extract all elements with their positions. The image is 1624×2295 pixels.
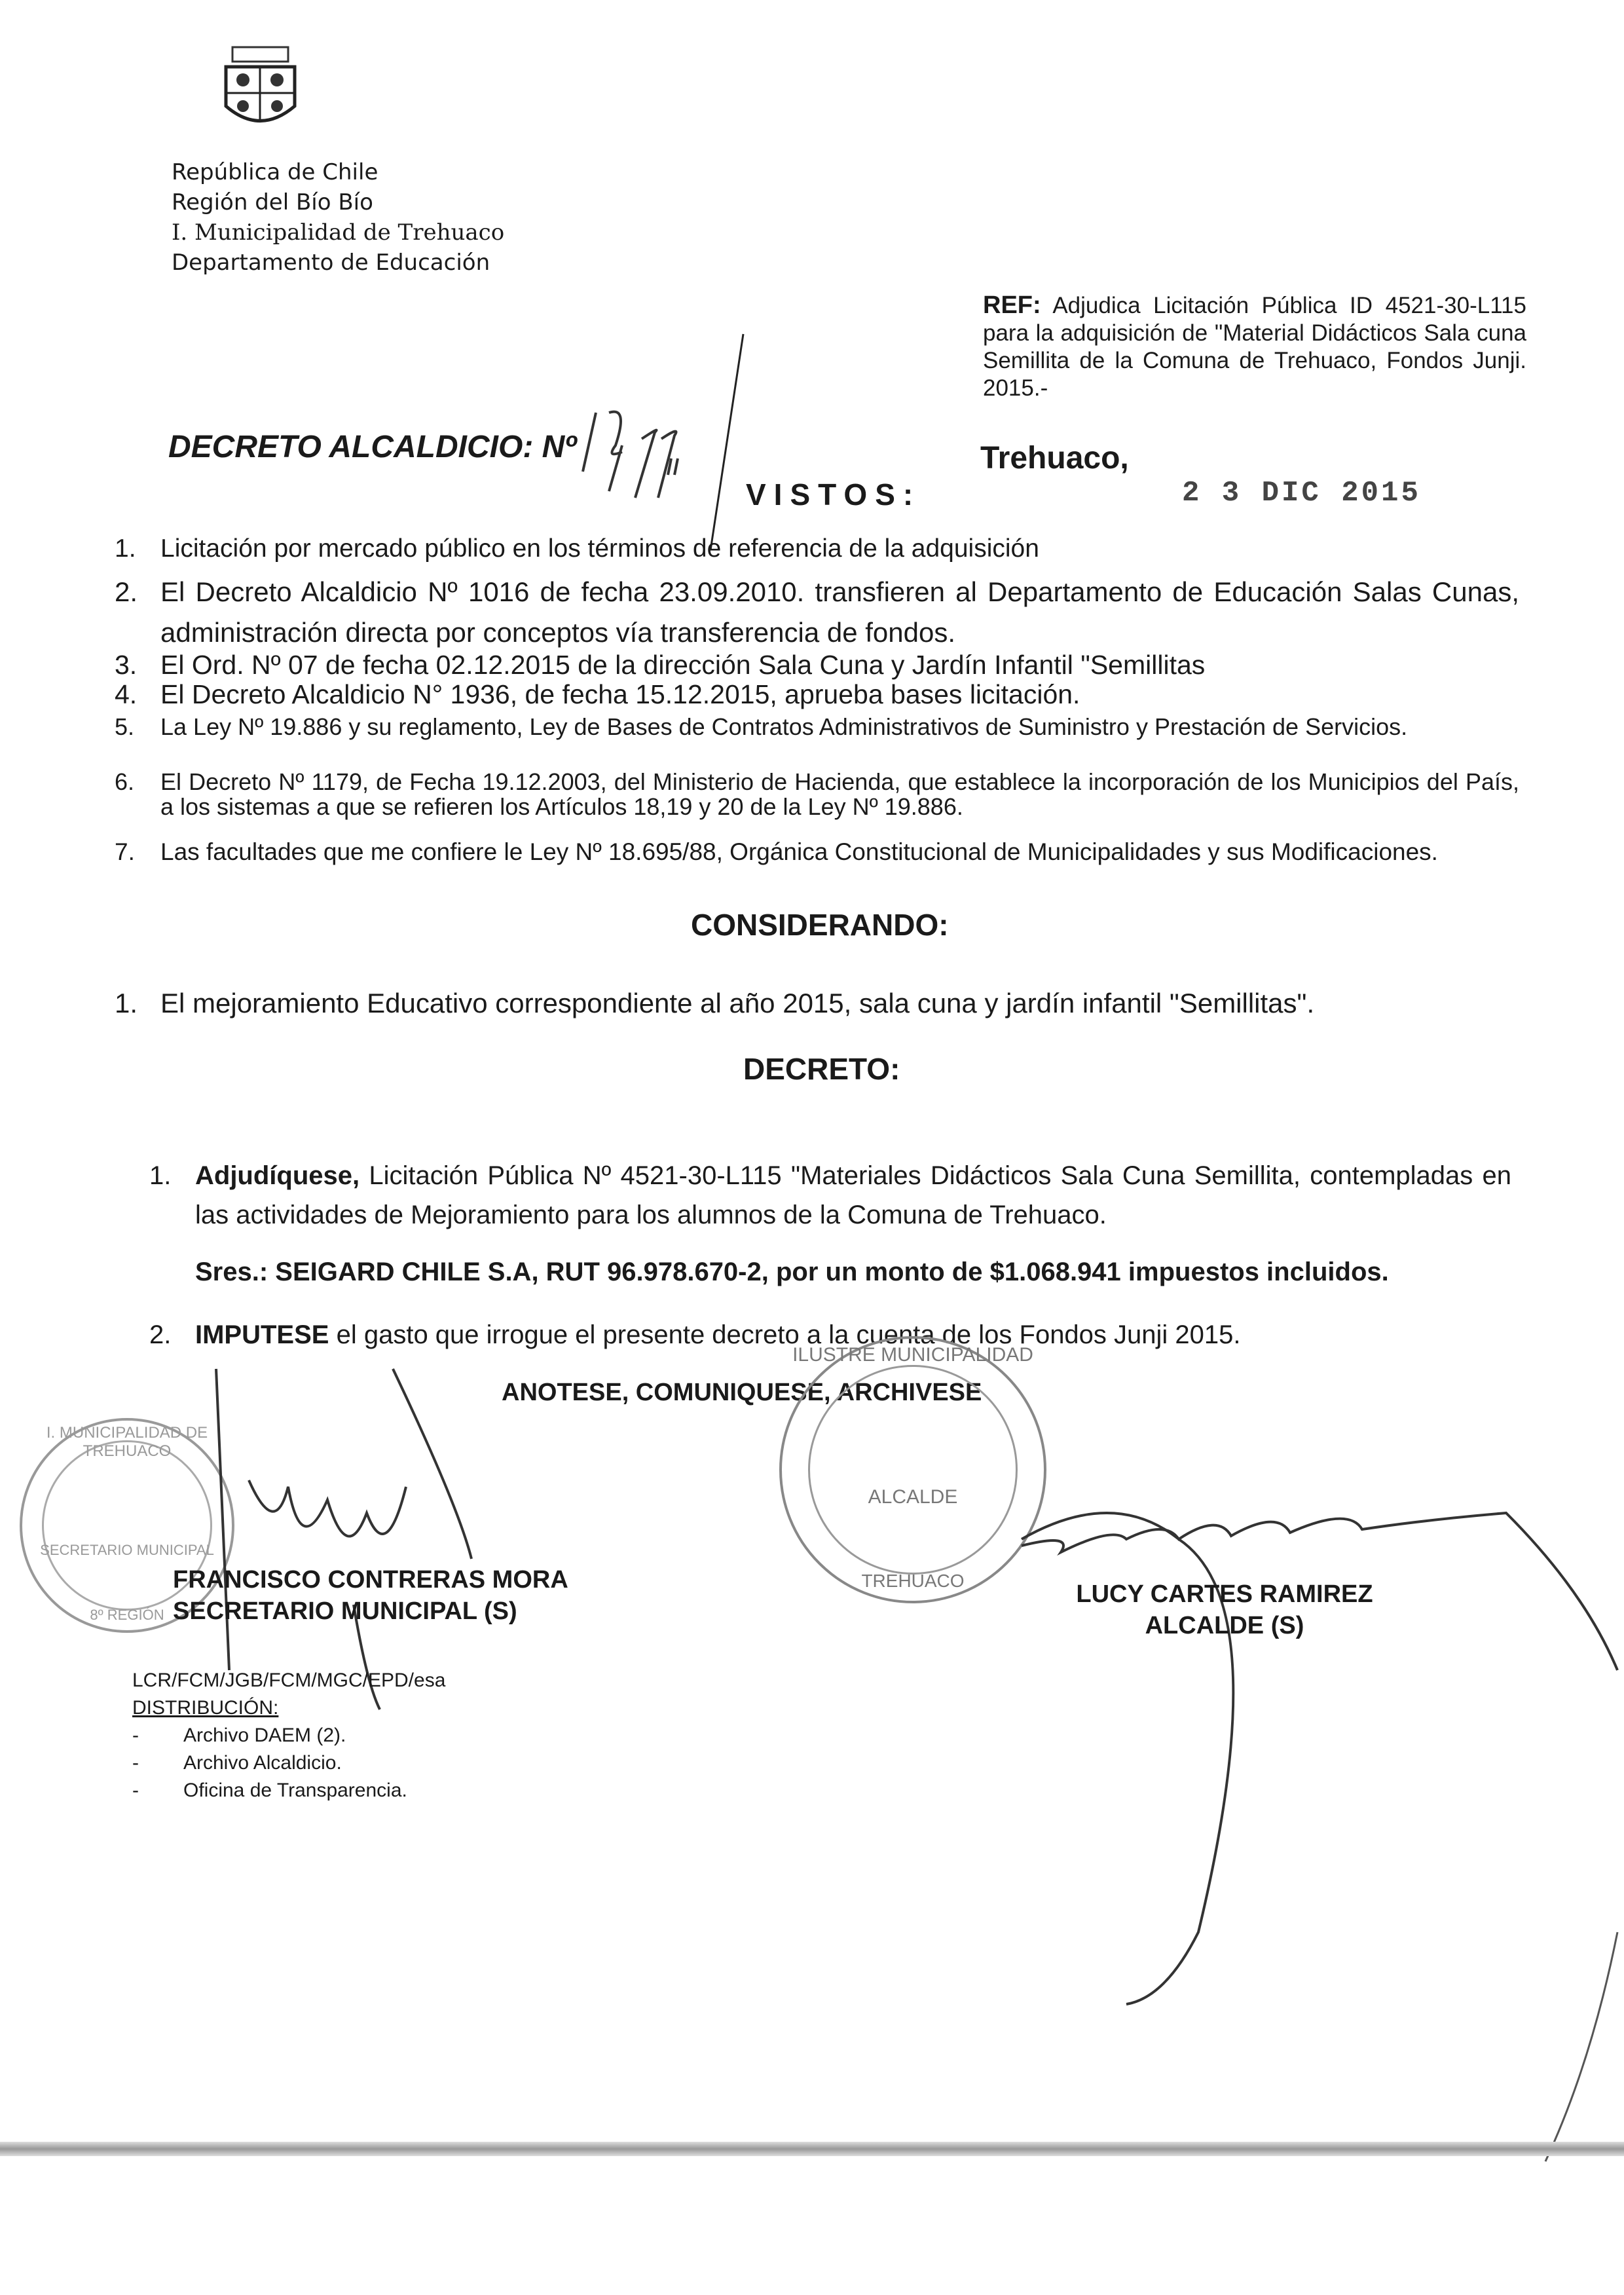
vistos-item xyxy=(115,572,1519,653)
item-number: 6. xyxy=(115,768,135,795)
signer-role: ALCALDE (S) xyxy=(1145,1612,1304,1639)
item-number: 3. xyxy=(115,650,138,680)
distribution-item: - Oficina de Transparencia. xyxy=(132,1780,407,1801)
item-text: Licitación por mercado público en los términos de referencia de la adquisición xyxy=(160,534,1039,563)
stamp-text: ALCALDE xyxy=(868,1486,958,1508)
considerando-heading: CONSIDERANDO: xyxy=(691,908,949,942)
item-number: 4. xyxy=(115,679,138,709)
item-text: Licitación Pública Nº 4521-30-L115 "Materiales Didácticos Sala Cuna Semillita, contempladas en las actividades de Mejoramiento para los alumnos de la Comuna de Trehuaco. xyxy=(195,1161,1511,1229)
stamp-text: SECRETARIO MUNICIPAL xyxy=(40,1542,214,1558)
distribution-item-text: Archivo Alcaldicio. xyxy=(183,1752,342,1774)
stamp-text: 8º REGIÓN xyxy=(90,1607,164,1623)
item-text: El mejoramiento Educativo correspondiente al año 2015, sala cuna y jardín infantil "Semillitas". xyxy=(160,988,1315,1018)
header-line: Región del Bío Bío xyxy=(172,189,373,215)
place-label: Trehuaco, xyxy=(980,441,1129,476)
issuer-header xyxy=(172,157,504,278)
signer-role: SECRETARIO MUNICIPAL (S) xyxy=(173,1597,517,1625)
item-number: 7. xyxy=(115,838,135,865)
decreto-item xyxy=(149,1156,1511,1235)
secretary-signature-block xyxy=(173,1564,568,1627)
ref-text: Adjudica Licitación Pública ID 4521-30-L115 para la adquisición de "Material Didácticos Sala cuna Semillita de la Comuna de Trehuaco, Fondos Junji. 2015.- xyxy=(983,293,1526,401)
considerando-item xyxy=(115,988,1568,1018)
signer-name: LUCY CARTES RAMIREZ xyxy=(1076,1580,1373,1608)
municipal-crest-logo xyxy=(219,44,301,139)
item-number: 2. xyxy=(115,576,138,607)
handwritten-decree-number xyxy=(570,327,753,550)
distribution-title: DISTRIBUCIÓN: xyxy=(132,1697,279,1719)
item-text: El Ord. Nº 07 de fecha 02.12.2015 de la dirección Sala Cuna y Jardín Infantil "Semillitas xyxy=(160,650,1206,680)
item-number: 1. xyxy=(115,534,136,563)
item-bold-text: IMPUTESE xyxy=(195,1320,329,1349)
vistos-item xyxy=(115,534,1519,563)
header-line: Departamento de Educación xyxy=(172,250,490,276)
item-number: 2. xyxy=(149,1320,172,1349)
item-text: El Decreto Alcaldicio N° 1936, de fecha 15.12.2015, aprueba bases licitación. xyxy=(160,679,1080,709)
item-text: Las facultades que me confiere le Ley Nº 18.695/88, Orgánica Constitucional de Municipalidades y sus Modificaciones. xyxy=(160,838,1438,865)
distribution-item: - Archivo Alcaldicio. xyxy=(132,1752,342,1774)
vistos-item xyxy=(115,768,1519,820)
item-number: 1. xyxy=(115,988,138,1018)
vistos-item xyxy=(115,650,1519,680)
distribution-item-text: Archivo DAEM (2). xyxy=(183,1725,346,1746)
closing-formula: ANOTESE, COMUNIQUESE, ARCHIVESE xyxy=(502,1379,982,1406)
item-bold-text: Adjudíquese, xyxy=(195,1161,360,1190)
reference-block xyxy=(983,291,1526,402)
mayor-signature-block xyxy=(1061,1578,1388,1641)
item-number: 1. xyxy=(149,1161,172,1190)
ref-label: REF: xyxy=(983,291,1041,319)
distribution-item-text: Oficina de Transparencia. xyxy=(183,1780,407,1801)
distribution-item: - Archivo DAEM (2). xyxy=(132,1725,346,1746)
vistos-item xyxy=(115,838,1519,866)
decree-title: DECRETO ALCALDICIO: Nº xyxy=(168,430,576,464)
header-line: I. Municipalidad de Trehuaco xyxy=(172,219,505,246)
stamp-text: ILUSTRE MUNICIPALIDAD xyxy=(792,1344,1033,1366)
item-text: El Decreto Nº 1179, de Fecha 19.12.2003, del Ministerio de Hacienda, que establece la incorporación de los Municipios del País, a los sistemas a que se refieren los Artículos 18,19 y 20 de la Ley Nº 19.886. xyxy=(160,768,1519,820)
distribution-block xyxy=(132,1667,445,1804)
item-text: La Ley Nº 19.886 y su reglamento, Ley de Bases de Contratos Administrativos de Suministro y Prestación de Servicios. xyxy=(160,713,1408,740)
date-stamp: 2 3 DIC 2015 xyxy=(1182,477,1421,510)
signer-name: FRANCISCO CONTRERAS MORA xyxy=(173,1566,568,1594)
supplier-award-line: Sres.: SEIGARD CHILE S.A, RUT 96.978.670-2, por un monto de $1.068.941 impuestos incluidos. xyxy=(195,1258,1389,1286)
stamp-text: I. MUNICIPALIDAD DE TREHUACO xyxy=(46,1424,208,1460)
vistos-item xyxy=(115,679,1519,709)
header-line: República de Chile xyxy=(172,159,378,185)
item-text: El Decreto Alcaldicio Nº 1016 de fecha 23.09.2010. transfieren al Departamento de Educación Salas Cunas, administración directa por conceptos vía transferencia de fondos. xyxy=(160,576,1519,648)
item-text: el gasto que irrogue el presente decreto a la cuenta de los Fondos Junji 2015. xyxy=(329,1320,1241,1349)
item-number: 5. xyxy=(115,713,135,740)
vistos-heading: VISTOS: xyxy=(746,477,921,512)
drafter-initials: LCR/FCM/JGB/FCM/MGC/EPD/esa xyxy=(132,1670,446,1691)
vistos-item xyxy=(115,713,1519,740)
decreto-heading: DECRETO: xyxy=(743,1052,900,1086)
scan-edge-band xyxy=(0,2142,1624,2156)
stamp-text: TREHUACO xyxy=(861,1571,965,1591)
